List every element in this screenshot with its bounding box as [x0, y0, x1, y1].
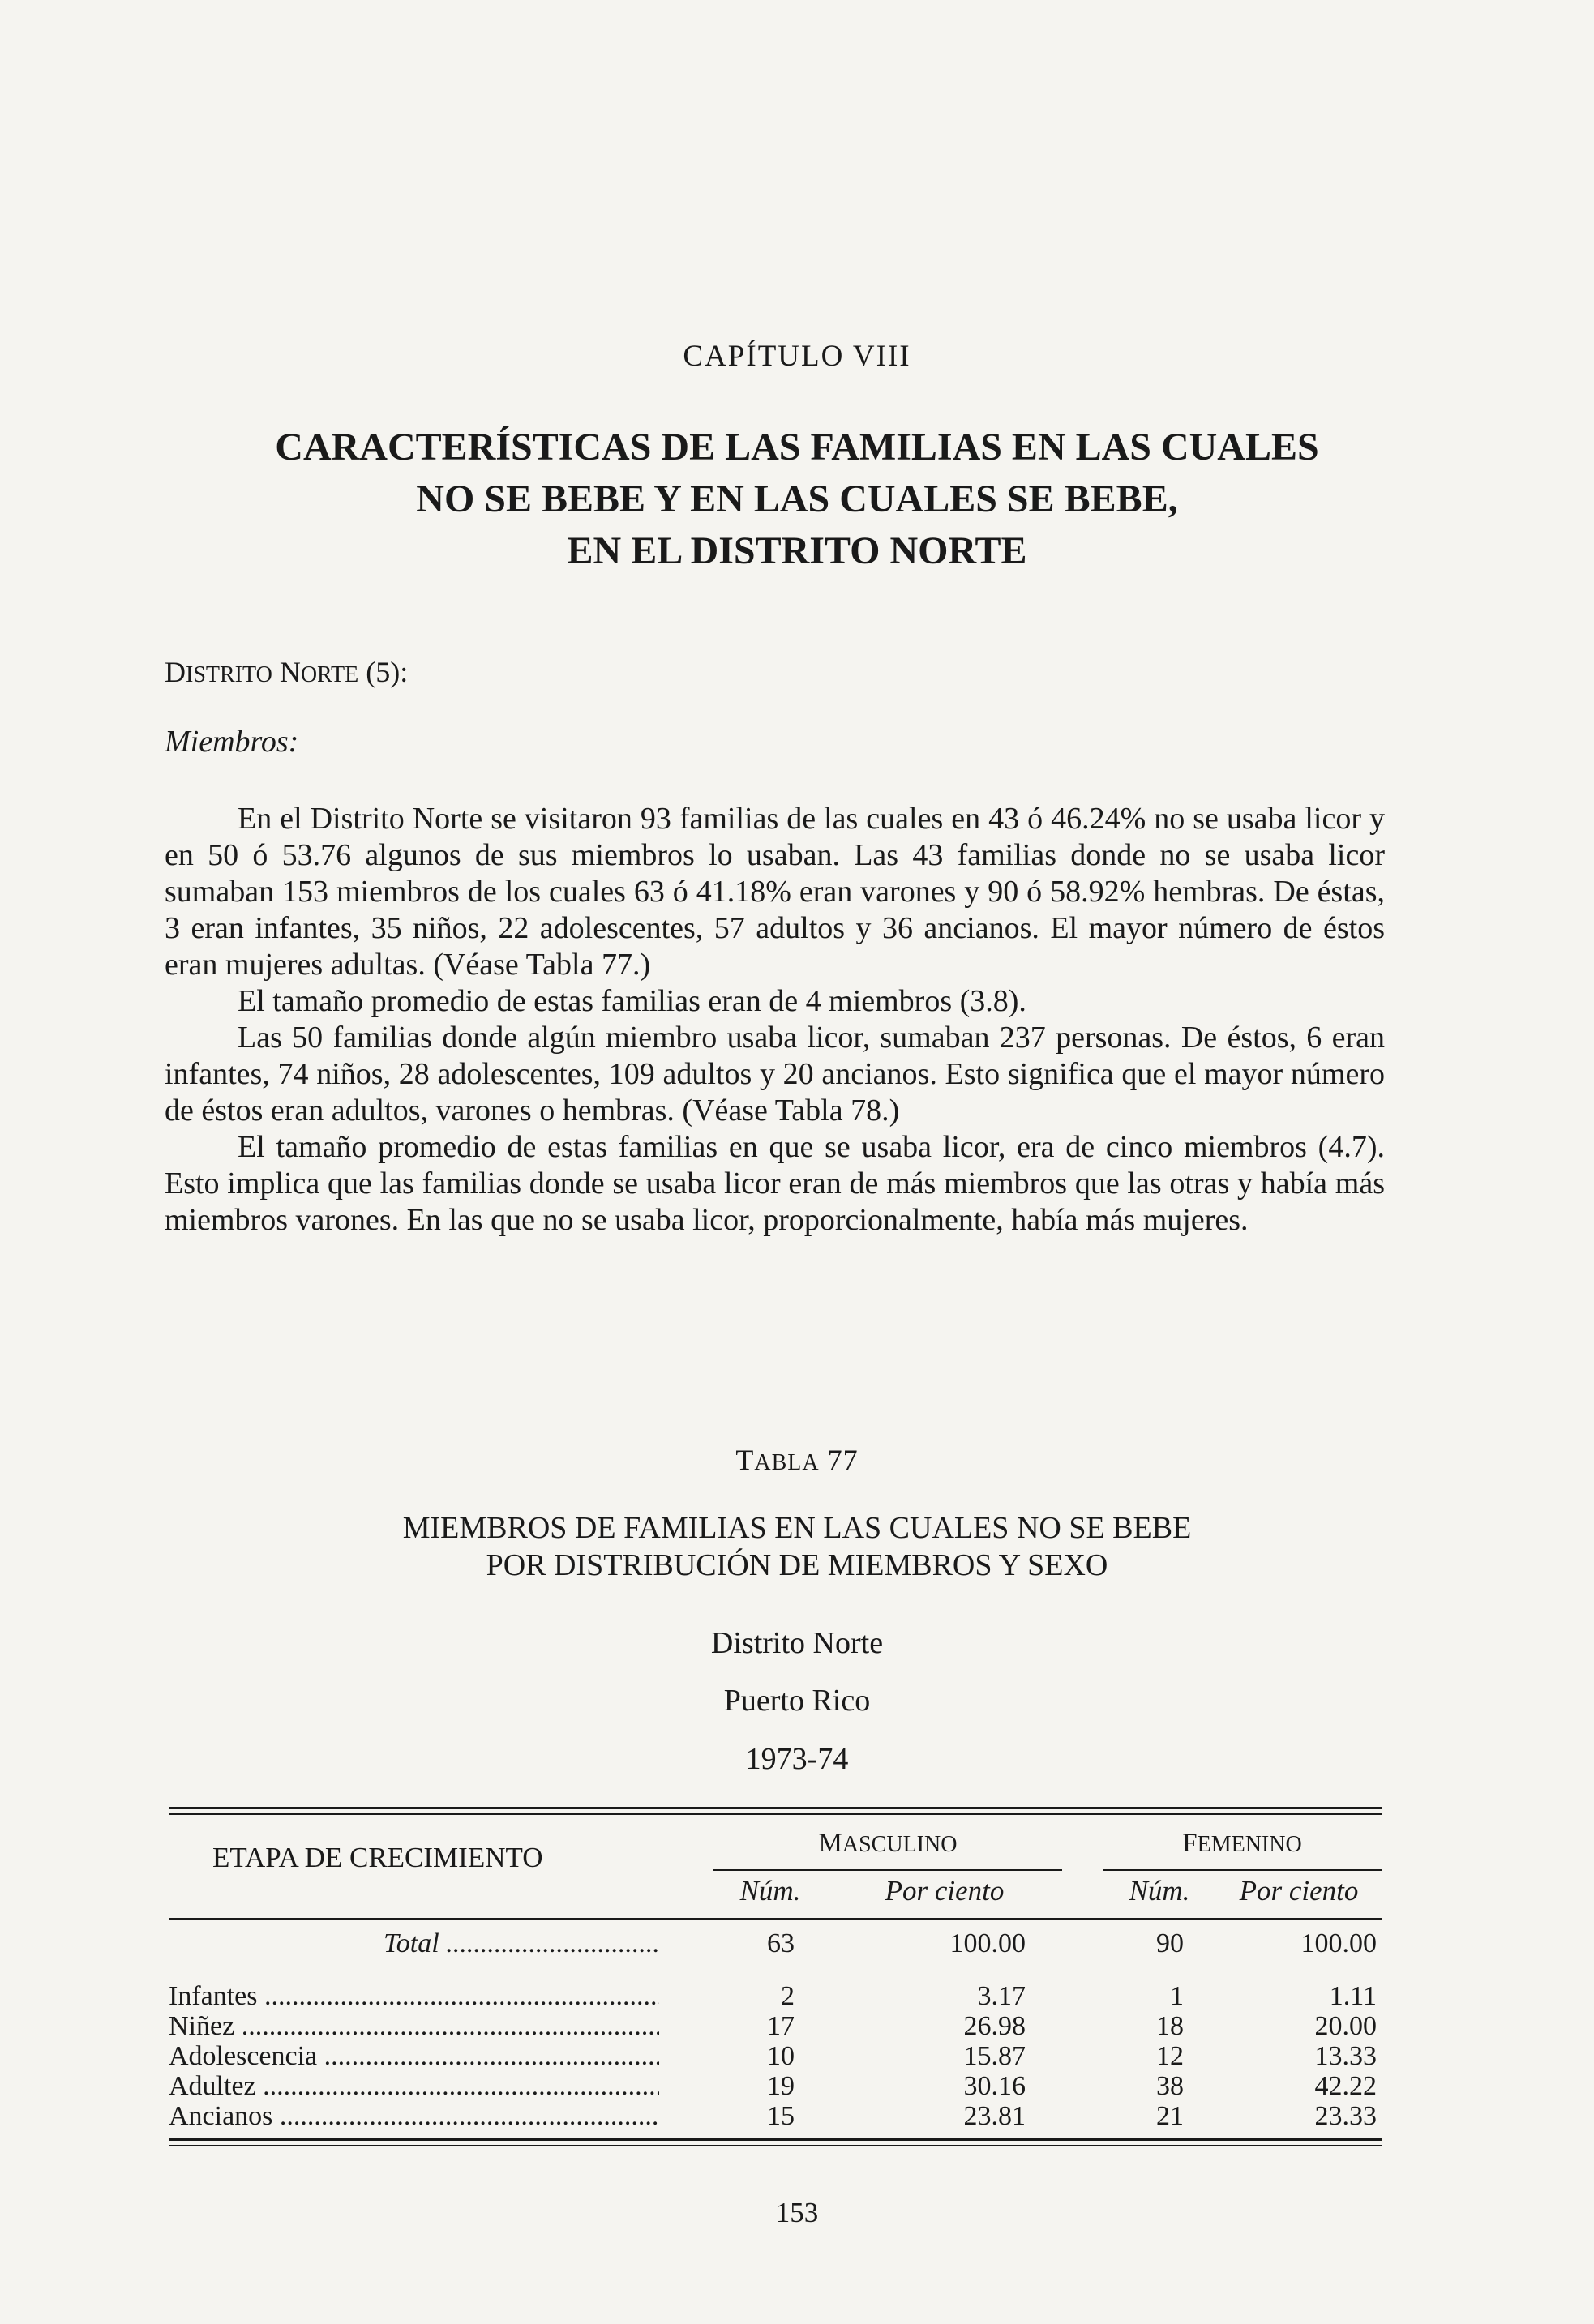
- table-label-smallcaps: ABLA: [754, 1450, 820, 1475]
- table-title-line: MIEMBROS DE FAMILIAS EN LAS CUALES NO SE BEBE: [402, 1511, 1192, 1545]
- table-rule-top: [169, 1807, 1382, 1809]
- district-suffix: (5):: [366, 656, 409, 688]
- table-row: [169, 2041, 1382, 2070]
- cell-fem-pct: 42.22: [1314, 2071, 1377, 2101]
- table-rule-bottom-inner: [169, 2145, 1382, 2146]
- cell-masc-num: 19: [767, 2071, 795, 2101]
- cell-masc-pct: 15.87: [963, 2041, 1026, 2071]
- table-row-total: [169, 1928, 1382, 1958]
- cell-masc-pct: 26.98: [963, 2011, 1026, 2041]
- table-rule-top-inner: [169, 1813, 1382, 1815]
- cell-masc-pct: 30.16: [963, 2071, 1026, 2101]
- district-heading: [165, 655, 408, 689]
- cell-fem-num: 90: [1156, 1928, 1184, 1958]
- row-label: Total .....: [384, 1928, 659, 1959]
- table-title-line: POR DISTRIBUCIÓN DE MIEMBROS Y SEXO: [486, 1548, 1108, 1582]
- cell-masc-num: 10: [767, 2041, 795, 2071]
- masculine-group-rule: [713, 1869, 1062, 1871]
- column-group-feminine: [1103, 1829, 1382, 1859]
- table-rule-bottom: [169, 2138, 1382, 2141]
- district-initial: D: [165, 656, 186, 688]
- cell-fem-pct: 1.11: [1329, 1981, 1377, 2011]
- table-label: [0, 1443, 1594, 1477]
- cell-masc-num: 2: [781, 1981, 795, 2011]
- cell-masc-pct: 3.17: [977, 1981, 1026, 2011]
- fem-smallcaps: EMENINO: [1197, 1832, 1302, 1857]
- table-row: [169, 1981, 1382, 2010]
- paragraph: El tamaño promedio de estas familias eran de 4 miembros (3.8).: [238, 984, 1026, 1018]
- chapter-heading: CAPÍTULO VIII: [683, 340, 911, 373]
- masc-initial: M: [818, 1829, 842, 1858]
- row-label: Adultez .....: [169, 2071, 659, 2102]
- page-number: 153: [775, 2197, 819, 2228]
- cell-fem-num: 21: [1156, 2101, 1184, 2131]
- cell-fem-pct: 20.00: [1314, 2011, 1377, 2041]
- members-heading: Miembros:: [165, 725, 299, 759]
- cell-masc-num: 63: [767, 1928, 795, 1958]
- district-smallcaps: ISTRITO: [186, 662, 272, 687]
- subheader-fem-pct: Por ciento: [1239, 1875, 1359, 1907]
- title-line: CARACTERÍSTICAS DE LAS FAMILIAS EN LAS CUALES: [275, 426, 1319, 469]
- subheader-fem-num: Núm.: [1129, 1875, 1190, 1907]
- cell-masc-pct: 100.00: [949, 1928, 1026, 1958]
- table-rule-header: [169, 1918, 1382, 1920]
- cell-masc-num: 17: [767, 2011, 795, 2041]
- table-subtitle-country: Puerto Rico: [723, 1684, 871, 1718]
- fem-initial: F: [1182, 1829, 1198, 1858]
- title-line: EN EL DISTRITO NORTE: [567, 529, 1027, 572]
- table-subtitle-district: Distrito Norte: [710, 1626, 884, 1660]
- cell-masc-num: 15: [767, 2101, 795, 2131]
- chapter-title: [0, 422, 1594, 577]
- north-smallcaps: ORTE: [300, 662, 359, 687]
- paragraph: El tamaño promedio de estas familias en que se usaba licor, era de cinco miembros (4.7). Esto implica que las familias donde se usaba licor eran de más miembros que las otras y había más miembros varones. En las que no se usaba licor, proporcionalmente, había más mujeres.: [165, 1130, 1385, 1237]
- cell-fem-num: 12: [1156, 2041, 1184, 2071]
- table-label-initial: T: [735, 1444, 755, 1476]
- column-header-stage: ETAPA DE CRECIMIENTO: [212, 1842, 543, 1873]
- cell-fem-pct: 23.33: [1314, 2101, 1377, 2131]
- row-label: Adolescencia .....: [169, 2041, 659, 2072]
- column-group-masculine: [713, 1829, 1062, 1859]
- subheader-masc-num: Núm.: [739, 1875, 801, 1907]
- north-initial: N: [279, 656, 301, 688]
- row-label: Niñez .....: [169, 2011, 659, 2042]
- cell-fem-num: 18: [1156, 2011, 1184, 2041]
- row-label: Infantes .....: [169, 1981, 659, 2012]
- table-number: 77: [827, 1444, 859, 1476]
- table-row: [169, 2071, 1382, 2100]
- cell-masc-pct: 23.81: [963, 2101, 1026, 2131]
- cell-fem-num: 1: [1170, 1981, 1184, 2011]
- cell-fem-num: 38: [1156, 2071, 1184, 2101]
- table-row: [169, 2011, 1382, 2040]
- masc-smallcaps: ASCULINO: [842, 1832, 958, 1857]
- row-label: Ancianos .....: [169, 2101, 659, 2132]
- table-row: [169, 2101, 1382, 2130]
- cell-fem-pct: 100.00: [1300, 1928, 1377, 1958]
- paragraph: Las 50 familias donde algún miembro usaba licor, sumaban 237 personas. De éstos, 6 eran infantes, 74 niños, 28 adolescentes, 109 adultos y 20 ancianos. Esto significa que el mayor número de éstos eran adultos, varones o hembras. (Véase Tabla 78.): [165, 1021, 1385, 1128]
- paragraph: En el Distrito Norte se visitaron 93 familias de las cuales en 43 ó 46.24% no se usaba licor y en 50 ó 53.76 algunos de sus miembros lo usaban. Las 43 familias donde no se usaba licor sumaban 153 miembros de los cuales 63 ó 41.18% eran varones y 90 ó 58.92% hembras. De éstas, 3 eran infantes, 35 niños, 22 adolescentes, 57 adultos y 36 ancianos. El mayor número de éstos eran mujeres adultas. (Véase Tabla 77.): [165, 802, 1385, 982]
- table-subtitle-year: 1973-74: [745, 1742, 849, 1776]
- table-title: [0, 1509, 1594, 1584]
- cell-fem-pct: 13.33: [1314, 2041, 1377, 2071]
- title-line: NO SE BEBE Y EN LAS CUALES SE BEBE,: [416, 477, 1178, 520]
- body-text: [165, 801, 1385, 1239]
- feminine-group-rule: [1103, 1869, 1382, 1871]
- subheader-masc-pct: Por ciento: [885, 1875, 1005, 1907]
